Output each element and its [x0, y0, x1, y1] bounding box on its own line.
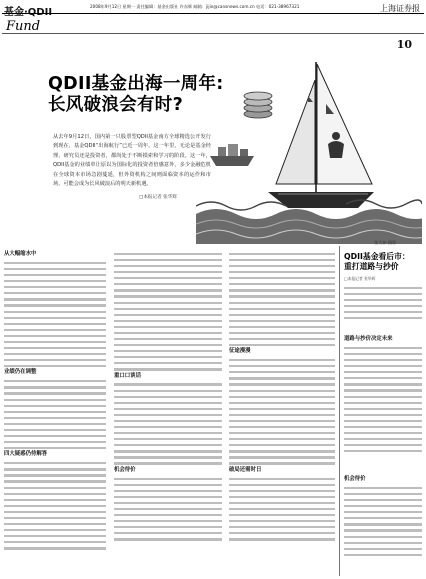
text-line: [344, 414, 422, 416]
headline-line-2: 长风破浪会有时?: [48, 95, 184, 115]
text-line: [229, 402, 335, 404]
text-line: [229, 308, 335, 310]
column-3-heading-2: 破局还需时日: [229, 466, 262, 473]
text-line: [4, 323, 106, 325]
sidebar-heading-2: 机会待价: [344, 476, 366, 482]
text-line: [114, 396, 222, 398]
text-line: [229, 396, 335, 398]
header-rule: [2, 13, 424, 14]
text-line: [4, 399, 106, 401]
text-line: [4, 341, 106, 343]
text-line: [4, 286, 106, 288]
text-line: [344, 396, 422, 398]
text-line: [344, 383, 422, 385]
issue-meta: 2008年9月12日 星期一 责任编辑：基金出版社 许东辉 邮箱：jijin@cansnews.com.cn 电话：021-38967321: [90, 4, 300, 9]
text-line: [344, 359, 422, 361]
sidebar-title-line-1: QDII基金看后市：: [344, 252, 410, 261]
text-line: [114, 350, 222, 352]
text-line: [344, 389, 422, 391]
text-line: [229, 526, 335, 528]
text-line: [114, 514, 222, 516]
text-line: [114, 368, 222, 370]
column-1-body-1: [4, 262, 106, 368]
text-line: [4, 499, 106, 501]
column-2-body-3: [114, 478, 222, 541]
text-line: [344, 529, 422, 531]
text-line: [229, 420, 335, 422]
text-line: [4, 480, 106, 482]
column-1-body-3: [4, 462, 106, 549]
sailboat-illustration: [196, 44, 422, 244]
text-line: [229, 271, 335, 273]
text-line: [344, 432, 422, 434]
text-line: [229, 259, 335, 261]
text-line: [114, 314, 222, 316]
text-line: [4, 487, 106, 489]
text-line: [114, 444, 222, 446]
text-line: [229, 450, 335, 452]
text-line: [114, 383, 222, 385]
text-line: [4, 359, 106, 361]
text-line: [344, 287, 422, 289]
text-line: [114, 338, 222, 340]
text-line: [4, 386, 106, 388]
text-line: [114, 271, 222, 273]
text-line: [229, 277, 335, 279]
text-line: [4, 423, 106, 425]
text-line: [344, 438, 422, 440]
text-line: [4, 411, 106, 413]
text-line: [229, 314, 335, 316]
lead-byline: □本报记者 张华辉: [139, 195, 177, 200]
text-line: [114, 532, 222, 534]
text-line: [114, 420, 222, 422]
column-3-heading-1: 征途漫漫: [229, 348, 251, 355]
column-1-body-2: [4, 380, 106, 449]
text-line: [229, 359, 335, 361]
text-line: [4, 280, 106, 282]
text-line: [114, 402, 222, 404]
text-line: [344, 536, 422, 538]
coin-stack-icon: [244, 92, 272, 118]
text-line: [114, 478, 222, 480]
text-line: [344, 505, 422, 507]
column-1-heading-1: 从大幅缩水中: [4, 251, 37, 257]
text-line: [114, 450, 222, 452]
text-line: [344, 299, 422, 301]
sidebar-heading-1: 道路与抄价决定未来: [344, 336, 393, 342]
text-line: [4, 353, 106, 355]
cargo-ship-icon: [210, 144, 254, 166]
text-line: [4, 262, 106, 264]
text-line: [344, 517, 422, 519]
text-line: [4, 405, 106, 407]
column-3-body-2: [229, 359, 335, 465]
text-line: [344, 347, 422, 349]
article-column-3: [229, 249, 335, 577]
text-line: [4, 292, 106, 294]
text-line: [4, 474, 106, 476]
text-line: [4, 365, 106, 367]
article-column-1: [4, 249, 106, 577]
text-line: [4, 417, 106, 419]
text-line: [229, 408, 335, 410]
text-line: [229, 283, 335, 285]
newspaper-brand: 上海证券报: [380, 4, 420, 13]
text-line: [4, 380, 106, 382]
text-line: [114, 253, 222, 255]
text-line: [229, 332, 335, 334]
text-line: [229, 538, 335, 540]
text-line: [114, 265, 222, 267]
text-line: [114, 456, 222, 458]
column-3-body-1: [229, 253, 335, 346]
text-line: [229, 432, 335, 434]
text-line: [114, 502, 222, 504]
text-line: [114, 526, 222, 528]
text-line: [114, 432, 222, 434]
text-line: [229, 326, 335, 328]
text-line: [114, 295, 222, 297]
text-line: [229, 295, 335, 297]
article-column-2: [114, 249, 222, 577]
subheader-rule: [2, 33, 424, 34]
column-2-body-2: [114, 383, 222, 464]
text-line: [114, 326, 222, 328]
text-line: [229, 365, 335, 367]
text-line: [114, 390, 222, 392]
text-line: [344, 377, 422, 379]
text-line: [229, 383, 335, 385]
text-line: [114, 426, 222, 428]
text-line: [4, 523, 106, 525]
sidebar-divider: [339, 246, 340, 576]
text-line: [114, 408, 222, 410]
text-line: [114, 277, 222, 279]
text-line: [229, 320, 335, 322]
text-line: [4, 468, 106, 470]
text-line: [114, 308, 222, 310]
text-line: [344, 511, 422, 513]
text-line: [229, 426, 335, 428]
text-line: [4, 298, 106, 300]
text-line: [229, 414, 335, 416]
text-line: [4, 511, 106, 513]
sidebar-section-2: [344, 474, 422, 556]
column-2-body-1: [114, 253, 222, 371]
text-line: [4, 447, 106, 449]
text-line: [344, 317, 422, 319]
text-line: [229, 490, 335, 492]
text-line: [229, 265, 335, 267]
text-line: [229, 289, 335, 291]
text-line: [4, 335, 106, 337]
text-line: [4, 317, 106, 319]
text-line: [344, 523, 422, 525]
sidebar-body-1: [344, 283, 422, 319]
text-line: [344, 408, 422, 410]
text-line: [114, 520, 222, 522]
text-line: [344, 554, 422, 556]
text-line: [344, 353, 422, 355]
text-line: [114, 414, 222, 416]
text-line: [344, 450, 422, 452]
text-line: [4, 311, 106, 313]
text-line: [114, 484, 222, 486]
sidebar-author: □本报记者 张华辉: [344, 276, 376, 281]
text-line: [4, 329, 106, 331]
text-line: [114, 538, 222, 540]
text-line: [344, 305, 422, 307]
text-line: [229, 478, 335, 480]
text-line: [114, 332, 222, 334]
text-line: [344, 493, 422, 495]
text-line: [229, 520, 335, 522]
text-line: [344, 420, 422, 422]
text-line: [114, 283, 222, 285]
column-1-heading-2: 业绩仍在调整: [4, 369, 37, 376]
sailboat-icon: [268, 62, 374, 208]
text-line: [114, 508, 222, 510]
text-line: [114, 289, 222, 291]
text-line: [114, 356, 222, 358]
text-line: [344, 311, 422, 313]
text-line: [229, 514, 335, 516]
text-line: [344, 542, 422, 544]
text-line: [114, 362, 222, 364]
sidebar-title: [344, 252, 410, 272]
text-line: [344, 402, 422, 404]
page-header: [0, 0, 426, 34]
text-line: [229, 444, 335, 446]
text-line: [229, 462, 335, 464]
text-line: [229, 502, 335, 504]
text-line: [344, 487, 422, 489]
text-line: [229, 508, 335, 510]
text-line: [344, 499, 422, 501]
text-line: [114, 496, 222, 498]
text-line: [4, 435, 106, 437]
column-3-body-3: [229, 478, 335, 541]
text-line: [344, 365, 422, 367]
text-line: [4, 547, 106, 549]
sidebar-section-1: [344, 334, 422, 452]
text-line: [4, 304, 106, 306]
text-line: [4, 517, 106, 519]
text-line: [114, 259, 222, 261]
text-line: [229, 377, 335, 379]
text-line: [4, 429, 106, 431]
text-line: [344, 548, 422, 550]
page-number: 10: [396, 38, 412, 51]
column-2-heading-2: 机会待价: [114, 466, 136, 473]
text-line: [229, 496, 335, 498]
text-line: [4, 529, 106, 531]
lead-paragraph: 从去年9月12日，国内第一只股票型QDII基金南方全球精选公开发行到现在，基金QDII“出海航行”已近一周年。这一年里，无论是基金经理、研究员还是投资者，都尚处于不断摸索和学习的阶段。这一年，QDII基金的业绩单让原以为国际化的投资者倍感意外，多少金融危机在全球资本市场急剧蔓延，但外资机构之间则面临资本的运作和市场，可能会成为长风破浪后的明天新机遇。: [53, 134, 211, 188]
text-line: [114, 462, 222, 464]
text-line: [344, 293, 422, 295]
section-label: Fund: [6, 19, 41, 34]
text-line: [114, 302, 222, 304]
text-line: [229, 338, 335, 340]
text-line: [4, 441, 106, 443]
text-line: [114, 320, 222, 322]
text-line: [114, 438, 222, 440]
text-line: [4, 347, 106, 349]
column-2-heading-1: 重口口谈话: [114, 372, 141, 379]
headline-line-1: QDII基金出海一周年:: [48, 74, 224, 94]
text-line: [4, 493, 106, 495]
column-1-heading-3: 四大疑惑仍待解答: [4, 451, 48, 458]
illustration-caption: 张大伟 摄影: [374, 240, 397, 245]
text-line: [4, 268, 106, 270]
text-line: [229, 302, 335, 304]
text-line: [344, 426, 422, 428]
sidebar-title-line-2: 重打道路与抄价: [344, 262, 399, 271]
section-category: 基金·QDII: [4, 7, 53, 18]
text-line: [229, 371, 335, 373]
text-line: [4, 462, 106, 464]
text-line: [4, 541, 106, 543]
text-line: [114, 490, 222, 492]
text-line: [344, 371, 422, 373]
text-line: [4, 535, 106, 537]
text-line: [229, 456, 335, 458]
text-line: [229, 484, 335, 486]
text-line: [344, 444, 422, 446]
text-line: [229, 532, 335, 534]
text-line: [114, 344, 222, 346]
text-line: [4, 505, 106, 507]
text-line: [229, 253, 335, 255]
text-line: [229, 344, 335, 346]
text-line: [4, 392, 106, 394]
text-line: [229, 390, 335, 392]
text-line: [4, 274, 106, 276]
text-line: [229, 438, 335, 440]
